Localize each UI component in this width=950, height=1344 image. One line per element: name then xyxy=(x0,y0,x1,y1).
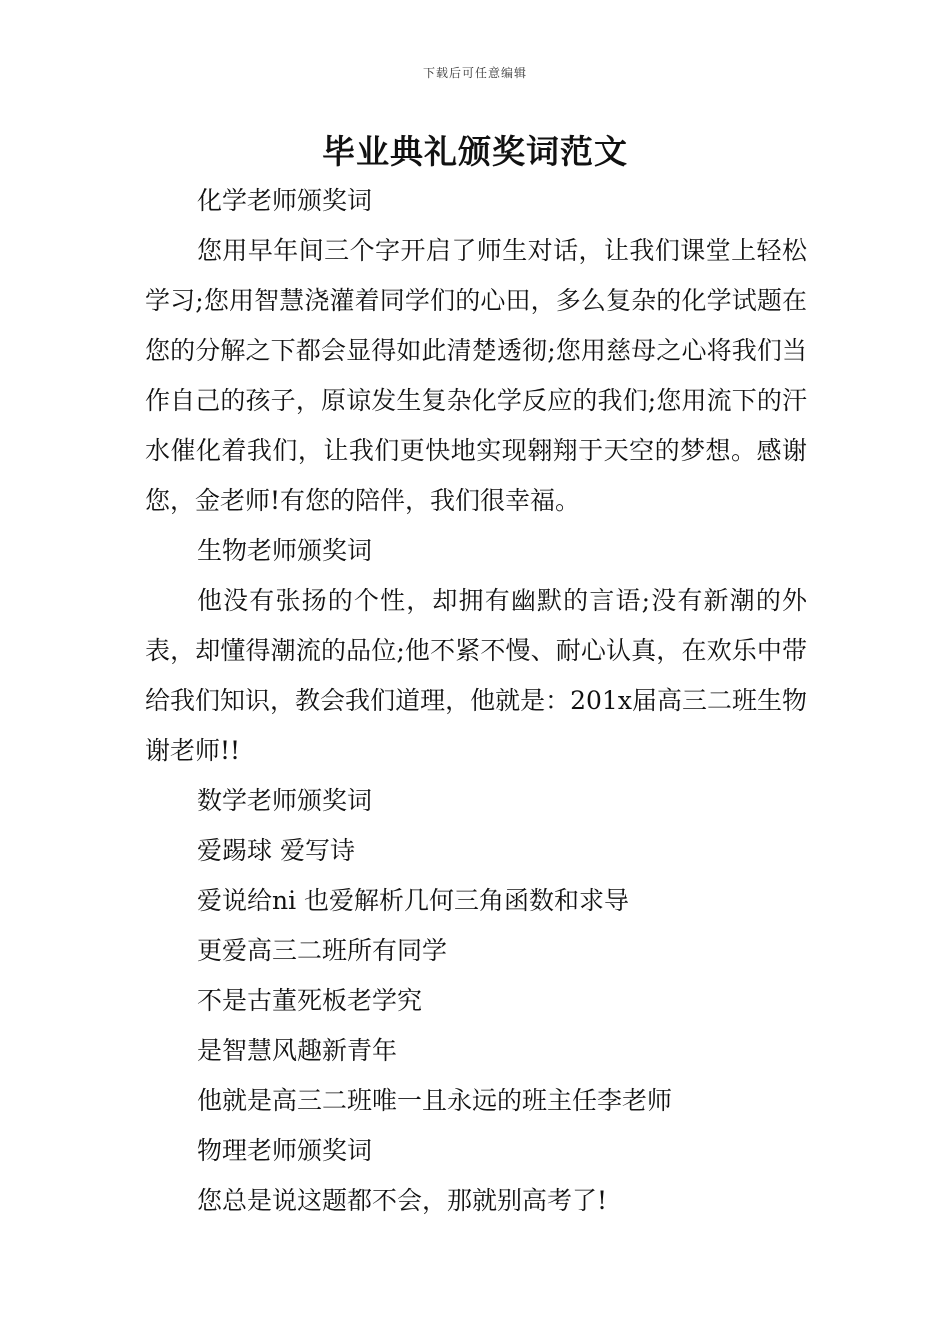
poem-line: 更爱高三二班所有同学 xyxy=(197,936,448,965)
poem-line: 不是古董死板老学究 xyxy=(197,986,423,1015)
paragraph-chemistry: 您用早年间三个字开启了师生对话，让我们课堂上轻松学习;您用智慧浇灌着同学们的心田，多么复杂的化学试题在您的分解之下都会显得如此清楚透彻;您用慈母之心将我们当作自己的孩子，原谅发生复杂化学反应的我们;您用流下的汗水催化着我们，让我们更快地实现翱翔于天空的梦想。感谢您，金老师!有您的陪伴，我们很幸福。 xyxy=(145,236,807,515)
header-note: 下载后可任意编辑 xyxy=(422,66,527,80)
poem-line: 爱说给ni 也爱解析几何三角函数和求导 xyxy=(197,886,630,915)
section-heading-chemistry: 化学老师颁奖词 xyxy=(197,186,373,215)
section-heading-math: 数学老师颁奖词 xyxy=(197,786,373,815)
section-heading-biology: 生物老师颁奖词 xyxy=(197,536,373,565)
poem-line: 他就是高三二班唯一且永远的班主任李老师 xyxy=(197,1086,673,1115)
physics-line: 您总是说这题都不会，那就别高考了! xyxy=(197,1186,608,1215)
poem-line: 爱踢球 爱写诗 xyxy=(197,836,355,865)
section-heading-physics: 物理老师颁奖词 xyxy=(197,1136,373,1165)
document-body xyxy=(145,176,807,1226)
document-title: 毕业典礼颁奖词范文 xyxy=(322,132,628,171)
paragraph-biology: 他没有张扬的个性，却拥有幽默的言语;没有新潮的外表，却懂得潮流的品位;他不紧不慢、耐心认真，在欢乐中带给我们知识，教会我们道理，他就是：201x届高三二班生物谢老师!! xyxy=(145,586,807,765)
poem-line: 是智慧风趣新青年 xyxy=(197,1036,398,1065)
